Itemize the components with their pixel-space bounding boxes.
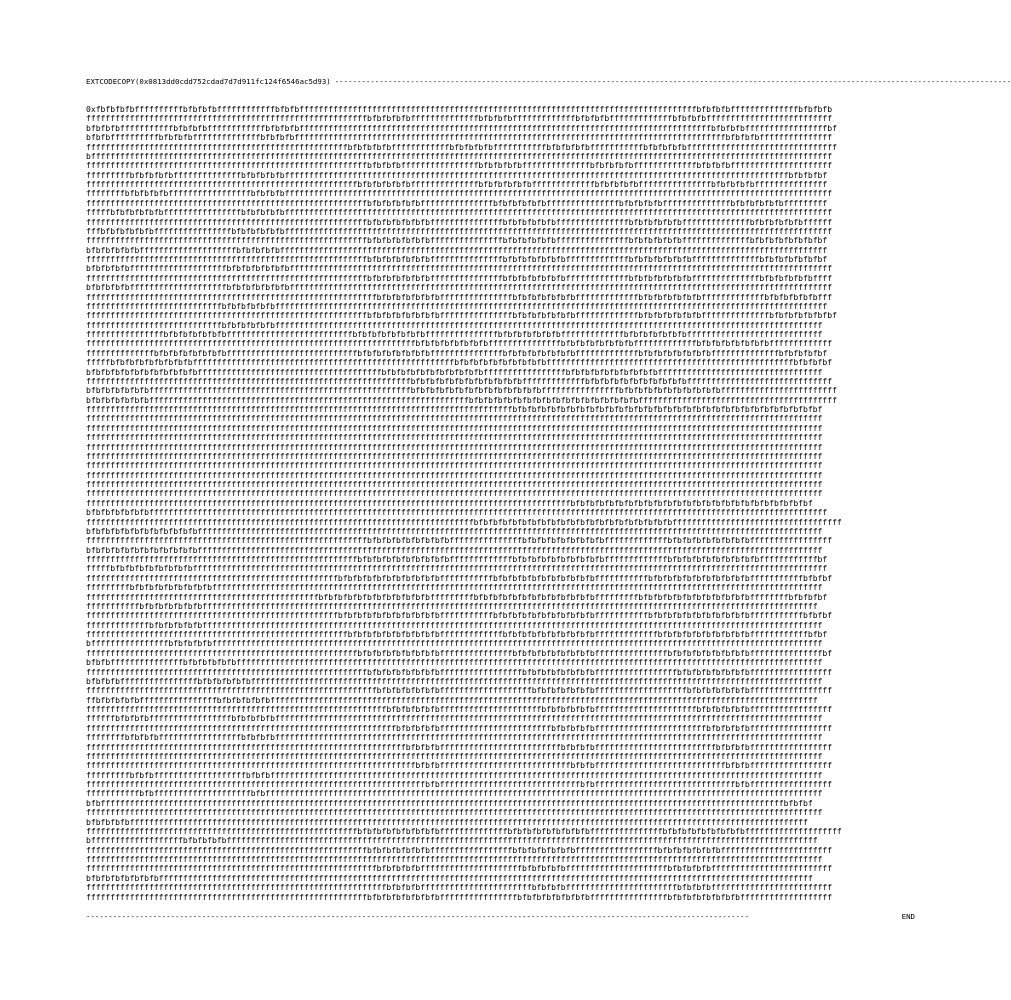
dump-line: fffffffffbfbfbfbfbffffffffffffffbfbfbfbfbffffffffffffffffffffffffffffffffffffffffffffffffffffffffffffffffffffffffffffffffffffffffffffffffffffffffbfbfbfbf	[86, 170, 828, 180]
dump-line: fffffbfbfbfbfbfbfbfbfbfffffffffffffffffffffffffffffffffffffffffffffffffffffffffffffffffffffffffffffffffffffffffffffffffffffffffffffffffffffffffffffffffff	[86, 564, 828, 574]
dump-line: bfbfbffffffffffbfbfbfbffffffffffffffbfbfbfbfffffffffffffffffffffffffffffffffffffffffffffffffffffffffffffffffffffffffffffffffffffffffbfbfbfbfffffffffffffff	[86, 133, 833, 143]
dump-line: bfbfbfbfbfbfbfbfbfbfbfbfffffffffffffffffffffffffffffffffffffffffffffffffffffffffffffffffffffffffffffffffffffffffffffffffffffffffffffffffffffffffffffffff	[86, 545, 823, 555]
dump-line: ffffffffbfbfbfbfffffffffffffffffbfbfbfbfffffffffffffffffffffffffffffffffffffffffffffffffffffffffffffffffffffffffffffffffffffffffffffffffffffffffffffffff	[86, 733, 823, 743]
dump-line: ffffffffffffffffffffffffffffffffffffffffffffffffffffffffbfbfbfbfbfbffffffffffffffbfbfbfbfbfbfffffffffffffbfbfbfbfbfffffffffffffffbfbfbfbfbfffffffffffffff	[86, 180, 828, 189]
dump-line: ffffffffffffffffffffffffffffffffffffffffffffffffffffffffffffffffffffffffffffffffffffffffffffffffffffffffffffffffffffffffffffffffffffffffffffffffffffffff	[86, 855, 823, 864]
dump-line: ffffffffffffffffffffffffffffffffffffffffffffffffffffffffffffbfbfbfbfbfffffffffffffffffffffbfbfbfbfbfffffffffffffffffffffbfbfbfbfbfffffffffffffffffffffffff	[86, 864, 833, 874]
dump-line: ffffffffffffffffffffffffffffffffffffffffffffffffffffffffffffbfbfbfbfbfbfbfffffffffffffffbfbfbfbfbfbfbfffffffffffffbfbfbfbfbfbfbfffffffffffffbfbfbfbfbfbfff	[86, 292, 833, 302]
dump-line: ffffffffffffffffffffffffffffffffffffffffffffffffffffffffffffffffffffffffffffffffffffffffffffffffffffffffffffffffffffffffffffffffffffffffffffffffffffffff	[86, 442, 823, 452]
dump-line: ffffffffffffffffffffffffffffffffffffffffffffffffffffffffffbfbfbfbfbfbfbfbffffffffffffffffbfbfbfbfbfbfbfbffffffffffffffffbfbfbfbfbfbfbfbfffffffffffffffffff	[86, 892, 833, 902]
dump-line: ffffffffffffffffffffffffffffffffffffffffffffffffffffffffffbfbfbfbfbfbfffffffffffffffbfbfbfbfbfbfffffffffffffffbfbfbfbfbffffffffffffffbfbfbfbfbfbfffffffff	[86, 198, 828, 208]
dump-line: bfbfbfbfbfbfbffffffffffffffffffffffffffffffffffffffffffffffffffffffffffffffffffffffffffffffffffffffffffffffffffffffffffffffffffffffffffffffffffffffffffff	[86, 508, 828, 518]
dump-line: ffffffffffffffffffffffffffffffffffffffffffffffffffffffffffbfbfbfbfbfbfbfbfffffffffffffffbfbfbfbfbfbfbfffffffffffffbfbfbfbfbfbfbffffffffffffffbfbfbfbfbfbfbf	[86, 311, 837, 321]
dump-line: fffffffffffffbfbfbfbfbfbffffffffffffffffffffffffffffffffffffffffffffffffffffffffffffffffffffffffffffffffffffffffffffffffffffffffffffffffffffffffffffffff	[86, 620, 823, 630]
footer-divider: -----------------------------------------------------------------------------------------------------------------------------------------------------	[86, 912, 749, 921]
dump-line: bffffffffffffffffbfbfbfbfbffffffffffffffffffffffffffffffffffffffffffffffffffffffffffffffffffffffffffffffffffffffffffffffffffffffffffffffffffffffffffffff	[86, 639, 823, 649]
header-line	[86, 77, 1011, 87]
dump-line: bfbfbfbfffffffffffbfbfbfbffffffffffffbfbfbfbfffffffffffffffffffffffffffffffffffffffffffffffffffffffffffffffffffffffffffffffffffffbfbfbfbfffffffffffffffffbf	[86, 123, 837, 133]
dump-line: bfbfbfbfbffffffffffffffffffffbfbfbfbfbfbfbffffffffffffffffffffffffffffffffffffffffffffffffffffffffffffffffffffffffffffffffffffffffffffffffffffffffffffffff	[86, 264, 833, 274]
dump-line: bfbfbfbfbfbffffffffffffffffffffbfbfbfbfbfffffffffffffffffffffffffffffffffffffffffffffffffffffffffffffffffffffffffffffffffffffffffffffffffffffffffffffffff	[86, 245, 828, 255]
dump-line: fffffffffffffffffffffffffffffffffffffffffffffffffffffffffffffffffffbfbfbfbfbfbfbfbfbfbfbfbfffffffffffffbfbfbfbfbfbfbfbfbfbfbffffffffffffffffffffffffffffff	[86, 376, 833, 386]
dump-line: ffffffffffffffffffffffffffffffffffffffffffffffffffffffffffffffffffffffffffffffffffffffffffffffffffffffffffffffffffffffffffffffffffffffffffffffffffffffff	[86, 489, 823, 499]
dump-line: bfbfffffffffffffffffffffffffffffffffffffffffffffffffffffffffffffffffffffffffffffffffffffffffffffffffffffffffffffffffffffffffffffffffffffffffffffbfbfbf	[86, 798, 813, 808]
dump-line: fffffbfbfbfbfbfbfbfbfbffffffffffffffffffffffffffffffffffffffffffffffffffffffbfbfbfbfbfbfbfbfbfbfffffffffffffffffffffffffffffffffffffffffffffffffffbfbfbfbf	[86, 358, 833, 368]
dump-line: ffffffffffffffffffffffffffffffffffffffffffffffffffffffffffffffffffffffffffffffffffffffffffffffffffffffffffffffffffffffffffffffffffffffffffffffffffffffff	[86, 461, 823, 471]
dump-line: ffffffffffffffffffffffffffffffffffffffffffffffffffffffbfbfbfbfbfbfbfbfbfbfffffffffffffbfbfbfbfbfbfbfbfbfbfffffffffffffbfbfbfbfbfbfbfbfbfbffffffffffffbfbf	[86, 630, 828, 639]
dump-line: bfbfbfbfbfbfbfbfbfbfbfbffffffffffffffffffffffffffffffffffffffbfbfbfbfbfbfbfbfbfbfbfffffffffffffffffbfbfbfbfbfbfbfbfbfbffffffffffffffffffffffffffffffffff	[86, 367, 823, 377]
dump-line: bfbfbfbfbfbfbfbfbfbfbfbfffffffffffffffffffffffffffffffffffffffffffffffffffffffffffffffffffffffffffffffffffffffffffffffffffffffffffffffffffffffffffffffff	[86, 526, 823, 536]
dump-line: ffffffffffffffffffffffffffffffffffffffffffffffffffffffffffbfbfbfbfbfbfbfbfbfffffffffffffffbfbfbfbfbfbfbfbfbfffffffffffffbfbfbfbfbfbfbfbfbfffffffffffffffff	[86, 536, 833, 546]
dump-line: ffffffffffffffffffffffffffffffffffffffffffffffffffffffbfbfbfbfbffffffffffffbfbfbfbfbfffffffffffbfbfbfbfbfffffffffffbfbfbfbfbfffffffffffffffffffffffffffffff	[86, 142, 837, 152]
dump-line: ffffffffffffffffffffffffffffffffffffffffffffffffffffffffffbfbfbfbfbfbfbfffffffffffffffbfbfbfbfbfbfffffffffffffffbfbfbfbfbfbffffffffffffffbfbfbfbfbfbffffff	[86, 217, 833, 227]
dump-line: ffffffffffffffbfbfbfbfbfbfbfbfffffffffffffffffffffffffffbfbfbfbfbfbfbfbfffffffffffffffbfbfbfbfbfbfbfbfffffffffffffbfbfbfbfbfbfbfbffffffffffffffbfbfbfbfbf	[86, 348, 828, 358]
dump-line: fffffffffbfbfbfffffffffffffffffffbfbfbffffffffffffffffffffffffffffffffffffffffffffffffffffffffffffffffffffffffffffffffffffffffffffffffffffffffffffffffff	[86, 770, 823, 780]
dump-line: ffbfbfbfbfbffffffffffffffffbfbfbfbfbfbfffffffffffffffffffffffffffffffffffffffffffffffffffffffffffffffffffffffffffffffffffffffffffffffffffffffffffffffff	[86, 695, 818, 705]
dump-line: ffffffffffffffffffffffffffffffffffffffffffffffffbfbfbfbfbfbfbfbfbfbfbfbfffffffffbfbfbfbfbfbfbfbfbfbfbfbfbfffffffffbfbfbfbfbfbfbfbfbfbfbfbffffffffbfbfbfbf	[86, 592, 828, 602]
dump-line: ffffffffffffffffffffffffffffffffffffffffffffffffffffffffffffffffffffffffffffffffffffffffffffffffffffffffffffffffffffffffffffffffffffffffffffffffffffffff	[86, 423, 823, 433]
dump-line: fffffffffffbfbffffffffffffffffffffbfbfffffffffffffffffffffffffffffffffffffffffffffffffffffffffffffffffffffffffffffffffffffffffffffffffffffffffffffffffff	[86, 789, 823, 799]
dump-line: ffffffffffffffffffffffffffffbfbfbfbfbfbffffffffffffffffffffffffffffffffffffffffffffffffffffffffffffffffffffffffffffffffffffffffffffffffffffffffffffffffff	[86, 301, 828, 311]
dump-line: ffffffffffffffffffffffffffffffffffffffffffffffffffffffffffbfbfbfbfbffffffffffffffbfbfbfbfffffffffffffbfbfbfbfffffffffffffbfbfbfbffffffffffffffffffffffffff	[86, 114, 833, 124]
dump-line: ffffffffffffffffffffffffffffffffffffffffffffffffffffffffffffffffffffffffffffffffffffffffffffffffffffffffffffffffffffffffffffffffffffffffffffffffffffffff	[86, 470, 823, 480]
dump-line: ffffffffffffffffffffffffffffffffffffffffffffffffffffffffffffffffffffffbfbfffffffffffffffffffffffffffffbfbfffffffffffffffffffffffffffffbfbfffffffffffffffff	[86, 780, 833, 789]
dump-line: ffffffffffffffffffffffffffffffffffffffffffffffffffffffffffffffffffffffffffffffffffffffffffffffffffffbfbfbfbfbfbfbfbfbfbfbfbfbfbfbfbfbfbfbfbfbfbfbfbfbf	[86, 498, 813, 508]
end-label: END	[901, 912, 915, 921]
dump-line: ffffffbfbfbfbfffffffffffffffffbfbfbfbfbfffffffffffffffffffffffffffffffffffffffffffffffffffffffffffffffffffffffffffffffffffffffffffffffffffffffffffffffff	[86, 714, 823, 724]
dump-line: ffffffffffffffffffffffffffffffffffffffffffffffffffffffffffffffffffffffffffffffffffffffffbfbfbfbfbfbfbfbfbfbfbfbfbfbfbfbfbfbfbfbfbfbfbfbfbfbfbfbfbfbfbfbf	[86, 405, 823, 414]
dump-line: ffffffffffffffffffffffffffffffffffffffffffffffffffffffffffffffffffffbfbfbfffffffffffffffffffffffffffbfbfbfffffffffffffffffffffffffffbfbfbfffffffffffffffff	[86, 761, 833, 771]
dump-line: fffffffffffbfbfbfbfbfbfbfffffffffffffffffffffffffffffffffffffffffffffffffffffffffffffffffffffffffffffffffffffffffffffffffffffffffffffffffffffffffffffff	[86, 601, 818, 611]
dump-line: ffffffffffffffffffffffffffffffffffffffffffffffffffffffffffffffffbfbfbfbfbfffffffffffffffffffffffbfbfbfbfbfffffffffffffffffffffffbfbfbfbfbfffffffffffffffff	[86, 723, 833, 733]
dump-line: ffffffffffffffffffffffffffffffffffffffffffffffffffffffffffffffffffffffffffffffffffffffffffffffffffffffffffffffffffffffffffffffffffffffffffffffffffffffff	[86, 808, 823, 818]
dump-line: ffffffffffffffffffffffffffffffffffffffffffffffffffffffffffffffffffffbfbfbfbfbfbfbfbfffffffffffffffbfbfbfbfbfbfbfbfffffffffffffbfbfbfbfbfbfbfbfffffffffffff	[86, 339, 833, 349]
dump-line: ffffffffffffffffffffffffffffffffffffffffffffffffffffffffffffffffffbfbfbfbfffffffffffffffffffffffffbfbfbfbfffffffffffffffffffffffffbfbfbfbfffffffffffffffff	[86, 742, 833, 752]
dump-line: bfbfbfbffffffffffffffffbfbfbfbfbfbffffffffffffffffffffffffffffffffffffffffffffffffffffffffffffffffffffffffffffffffffffffffffffffffffffffffffffffffffffff	[86, 676, 823, 686]
dump-line: ffffffffffffffffffffffffffffffffffffffffffffffffffffffffffffffbfbfbfbfffffffffffffffffffffffbfbfbfbfffffffffffffffffffffffbfbfbfbfffffffffffffffffffffffff	[86, 883, 833, 893]
dump-line: bfbfbfbfbffffffffffffffffffffffffffffffffffffffffffffffffffffffffffffffffffffffffffffffffffffffffffffffffffffffffffffffffffffffffffffffffffffffffffff	[86, 817, 808, 827]
dump-line: ffffffffffffffffffffffffffffffffffffffffffffffffffffffffffffffbfbfbfbfbfbfffffffffffffffffffffbfbfbfbfbfbfffffffffffffffffffffbfbfbfbfbfbfffffffffffffffff	[86, 705, 833, 714]
dump-line: ffffffffffffffffffffffffffffffffffffffffffffffffffffffffffffbfbfbfbfbfbfbfffffffffffffffffffbfbfbfbfbfbfbfffffffffffffffffffbfbfbfbfbfbfbfffffffffffffffff	[86, 686, 833, 696]
dump-line: bfbfbfffffffffffffffbfbfbfbfbfbfffffffffffffffffffffffffffffffffffffffffffffffffffffffffffffffffffffffffffffffffffffffffffffffffffffffffffffffffffffffff	[86, 658, 823, 668]
page-title: EXTCODECOPY(0x0813dd0cdd752cdad7d7d911fc124f6546ac5d93)	[86, 77, 331, 86]
dump-line: ffffffffffffffffffffffffffffffffffffffffffffffffffffbfbfbfbfbfbfbfbfbfbfbfffffffffffbfbfbfbfbfbfbfbfbfbfbfffffffffffbfbfbfbfbfbfbfbfbfbfbfffffffffffbfbfbf	[86, 611, 833, 621]
dump-line: ffffffffffffffffffffffffffffffffffffffffffffffffffffffffbfbfbfbfbfbfbfbfbffffffffffffffbfbfbfbfbfbfbfbfbfffffffffffffffbfbfbfbfbfbfbfbfbffffffffffffffffffff	[86, 826, 842, 836]
dump-line: ffffffffffffffffffffffffffffffffffffffffffffffffffffffffffbfbfbfbfbfbfbfbfffffffffffffffffbfbfbfbfbfbfbfbfffffffffffffffffbfbfbfbfbfbfbfbfffffffffffffffff	[86, 667, 833, 677]
dump-line: ffffffffffffffffffffffffffffffffffffffffffffffffffffffffffbfbfbfbfbfbfbfffffffffffffffbfbfbfbfbfbfffffffffffffffbfbfbfbfbfbffffffffffffffbfbfbfbfbfbfbfbf	[86, 236, 828, 246]
dump-line: ffffffffffffffffffffffffffffffffffffffffffffffffffffffffbfbfbfbfbfbfbfbfbfbfffffffffffffbfbfbfbfbfbfbfbfbfbfffffffffffffbfbfbfbfbfbfbfbfbfbffffffffffffbf	[86, 555, 828, 564]
dump-line: bfffffffffffffffffffbfbfbfbfbffffffffffffffffffffffffffffffffffffffffffffffffffffffffffffffffffffffffffffffffffffffffffffffffffffffffffffffffffffffffff	[86, 836, 818, 846]
footer-line	[86, 912, 915, 922]
dump-line: fffffffffbfbfbfbfbfbfbfbfbffffffffffffffffffffffffffffffffffffffffffffffffffffffffffffffffffffffffffffffffffffffffffffffffffffffffffffffffffffffffffffff	[86, 583, 823, 593]
dump-line: ffffffffffffffffffffffffffffffffffffffffffffffffffffffffffbfbfbfbfbfbfbfffffffffffffffbfbfbfbfbfbfbfffffffffffffbfbfbfbfbfbfbffffffffffffffbfbfbfbfbfbffff	[86, 273, 833, 283]
dump-line: bfffffffffffffffffffffffffffffffffffffffffffffffffffffffffffffffffffffffffffffffffffffffffffffffffffffffffffffffffffffffffffffffffffffffffffffffffffffffff	[86, 151, 833, 161]
dump-line: bfbfbfbfbfbfbfbfffffffffffffffffffffffffffffffffffffffffffffffffffffffffffffffffffffffffffffffffffffffffffffffffffffffffffffffffffffffffffffffffffffff	[86, 873, 813, 883]
dump-line: 0xfbfbfbfbffffffffffbfbfbfbffffffffffffbfbfbffffffffffffffffffffffffffffffffffffffffffffffffffffffffffffffffffffffffffffffffffbfbfbfbffffffffffffffbfbfbfb	[86, 105, 833, 114]
bytecode-dump	[86, 105, 915, 902]
dump-line: ffffffffffffffffffffffffffffffffffffffffffffffffffffffffffffffffffffffffffffffffffffffffffffffffffffffffffffffffffffffffffffffffffffffffffffffffffffffff	[86, 451, 823, 461]
dump-line: fffbfbfbfbfbfbffffffffffffffffbfbfbfbfbfbfffffffffffffffffffffffffffffffffffffffffffffffffffffffffffffffffffffffffffffffffffffffffffffffffffffffffffffffff	[86, 226, 833, 236]
dump-line: ffffffffffffffffffffffffffffffffffffffffffffffffffffffffffffffffffffffffffffffffffffffffffffffffffffffffffffffffffffffffffffffffffffffffffffffffffffffff	[86, 751, 823, 761]
dump-line: bfbfbfbfbfbfbffffffffffffffffffffffffffffffffffffffffffffffffffffffffffffffffffbfbfbfbfbfbfbfbfbfbfbfbfbfbfbfbfbfbfffffffffffffffffffffffffffffffffffffffff	[86, 395, 837, 405]
dump-line: bfbfbfbfbfbfbffffffffffffffffffffffffffffffffffffffffffffffffffffffbfbfbfbfbfbfbfbfbfbfbfbfbfbffffffffffffffffbfbfbfbfbfbfbfbfbfbfbffffffffffffffffffffffff	[86, 386, 837, 396]
dump-line: ffffffffffffffffffffffffffffffffffffffffffffffffffffffffffffffffffffffffffffffffffffffffffffffffffffffffffffffffffffffffffffffffffffffffffffffffffffffff	[86, 414, 823, 424]
header-divider: --------------------------------------------------------------------------------------------------------------------------------------------------------	[334, 77, 1011, 86]
dump-line: ffffffffbfbfbfbfbfffffffffffffffffbfbfbfbfffffffffffffffffffffffffffffffffffffffffffffffffffffffffffffffffffffffffffffffffffffffffffffffffffffffffffffffff	[86, 189, 833, 199]
dump-line: ffffffffffffffffffffffffffffffffffffffffffffffffffffffffffffffffffffffffffffffffffffffffffffffffffffffffffffffffffffffffffffffffffffffffffffffffffffffff	[86, 433, 823, 443]
dump-line: ffffffffffffffffffffffffffffffffffffffffffffffffffffbfbfbfbfbfbfbfbfbfbfbfffffffffffbfbfbfbfbfbfbfbfbfbfbfffffffffffbfbfbfbfbfbfbfbfbfbfbfffffffffffbfbfbf	[86, 573, 833, 583]
dump-line: ffffffffffffffffffffffffffffffffffffffffffffffffffffffffffbfbfbfbfbfbfbfffffffffffffffbfbfbfbfbfbfbfffffffffffffbfbfbfbfbfbfbffffffffffffffbfbfbfbfbfbfbf	[86, 255, 828, 264]
dump-line: ffffffffffffffffffffffffffffffffffffffffffffffffffffffffffffffffffffffffffffffffbfbfbfbfbfbfbfbfbfbfbfbfbfbfbfbfbfbfbfbfbfffffffffffffffffffffffffffffffffff	[86, 517, 842, 527]
dump-line: ffffffffffffffffbfbfbfbfbfbfbffffffffffffffffffffffffffbfbfbfbfbfbfbfbfffffffffffffffbfbfbfbfbfbfbfffffffffffffbfbfbfbfbfbfbffffffffffffffffffffffffffff	[86, 330, 823, 339]
dump-line: ffffffffffffffffffffffffffffffffffffffffffffffffffffffffffbfbfbfbffffffffffffffffbfbfbfbfbffffffffffffffbfbfbfbfbfffffffffffffbfbfbfbfffffffffffffffffffff	[86, 161, 833, 171]
dump-line: ffffffffffffffffffffffffffffffffffffffffffffffffffffffffffbfbfbfbfbfbfbfffffffffffffffffbfbfbfbfbfbfbfffffffffffffffffbfbfbfbfbfbfbfffffffffffffffffffffff	[86, 845, 833, 855]
dump-line: ffffffffffffffffffffffffffffffffffffffffffffffffffffffffbfbfbfbfbfbfbfbfbfffffffffffffffbfbfbfbfbfbfbfbfbfffffffffffffffbfbfbfbfbfbfbfbfbfffffffffffffffbf	[86, 648, 833, 658]
dump-line: ffffffffffffffffffffffffffffffffffffffffffffffffffffffffffffffffffffffffffffffffffffffffffffffffffffffffffffffffffffffffffffffffffffffffffffffffffffffff	[86, 480, 823, 489]
dump-line: bfbfbfbfbffffffffffffffffffffbfbfbfbfbfbfbffffffffffffffffffffffffffffffffffffffffffffffffffffffffffffffffffffffffffffffffffffffffffffffffffffffffffffffff	[86, 283, 833, 293]
dump-line: fffffbfbfbfbfbfbffffffffffffffffbfbfbfbfbfffffffffffffffffffffffffffffffffffffffffffffffffffffffffffffffffffffffffffffffffffffffffffffffffffffffffffffffff	[86, 208, 833, 218]
dump-line: ffffffffffffffffffffffffffffbfbfbfbfbfbfffffffffffffffffffffffffffffffffffffffffffffffffffffffffffffffffffffffffffffffffffffffffffffffffffffffffffffffff	[86, 320, 823, 330]
